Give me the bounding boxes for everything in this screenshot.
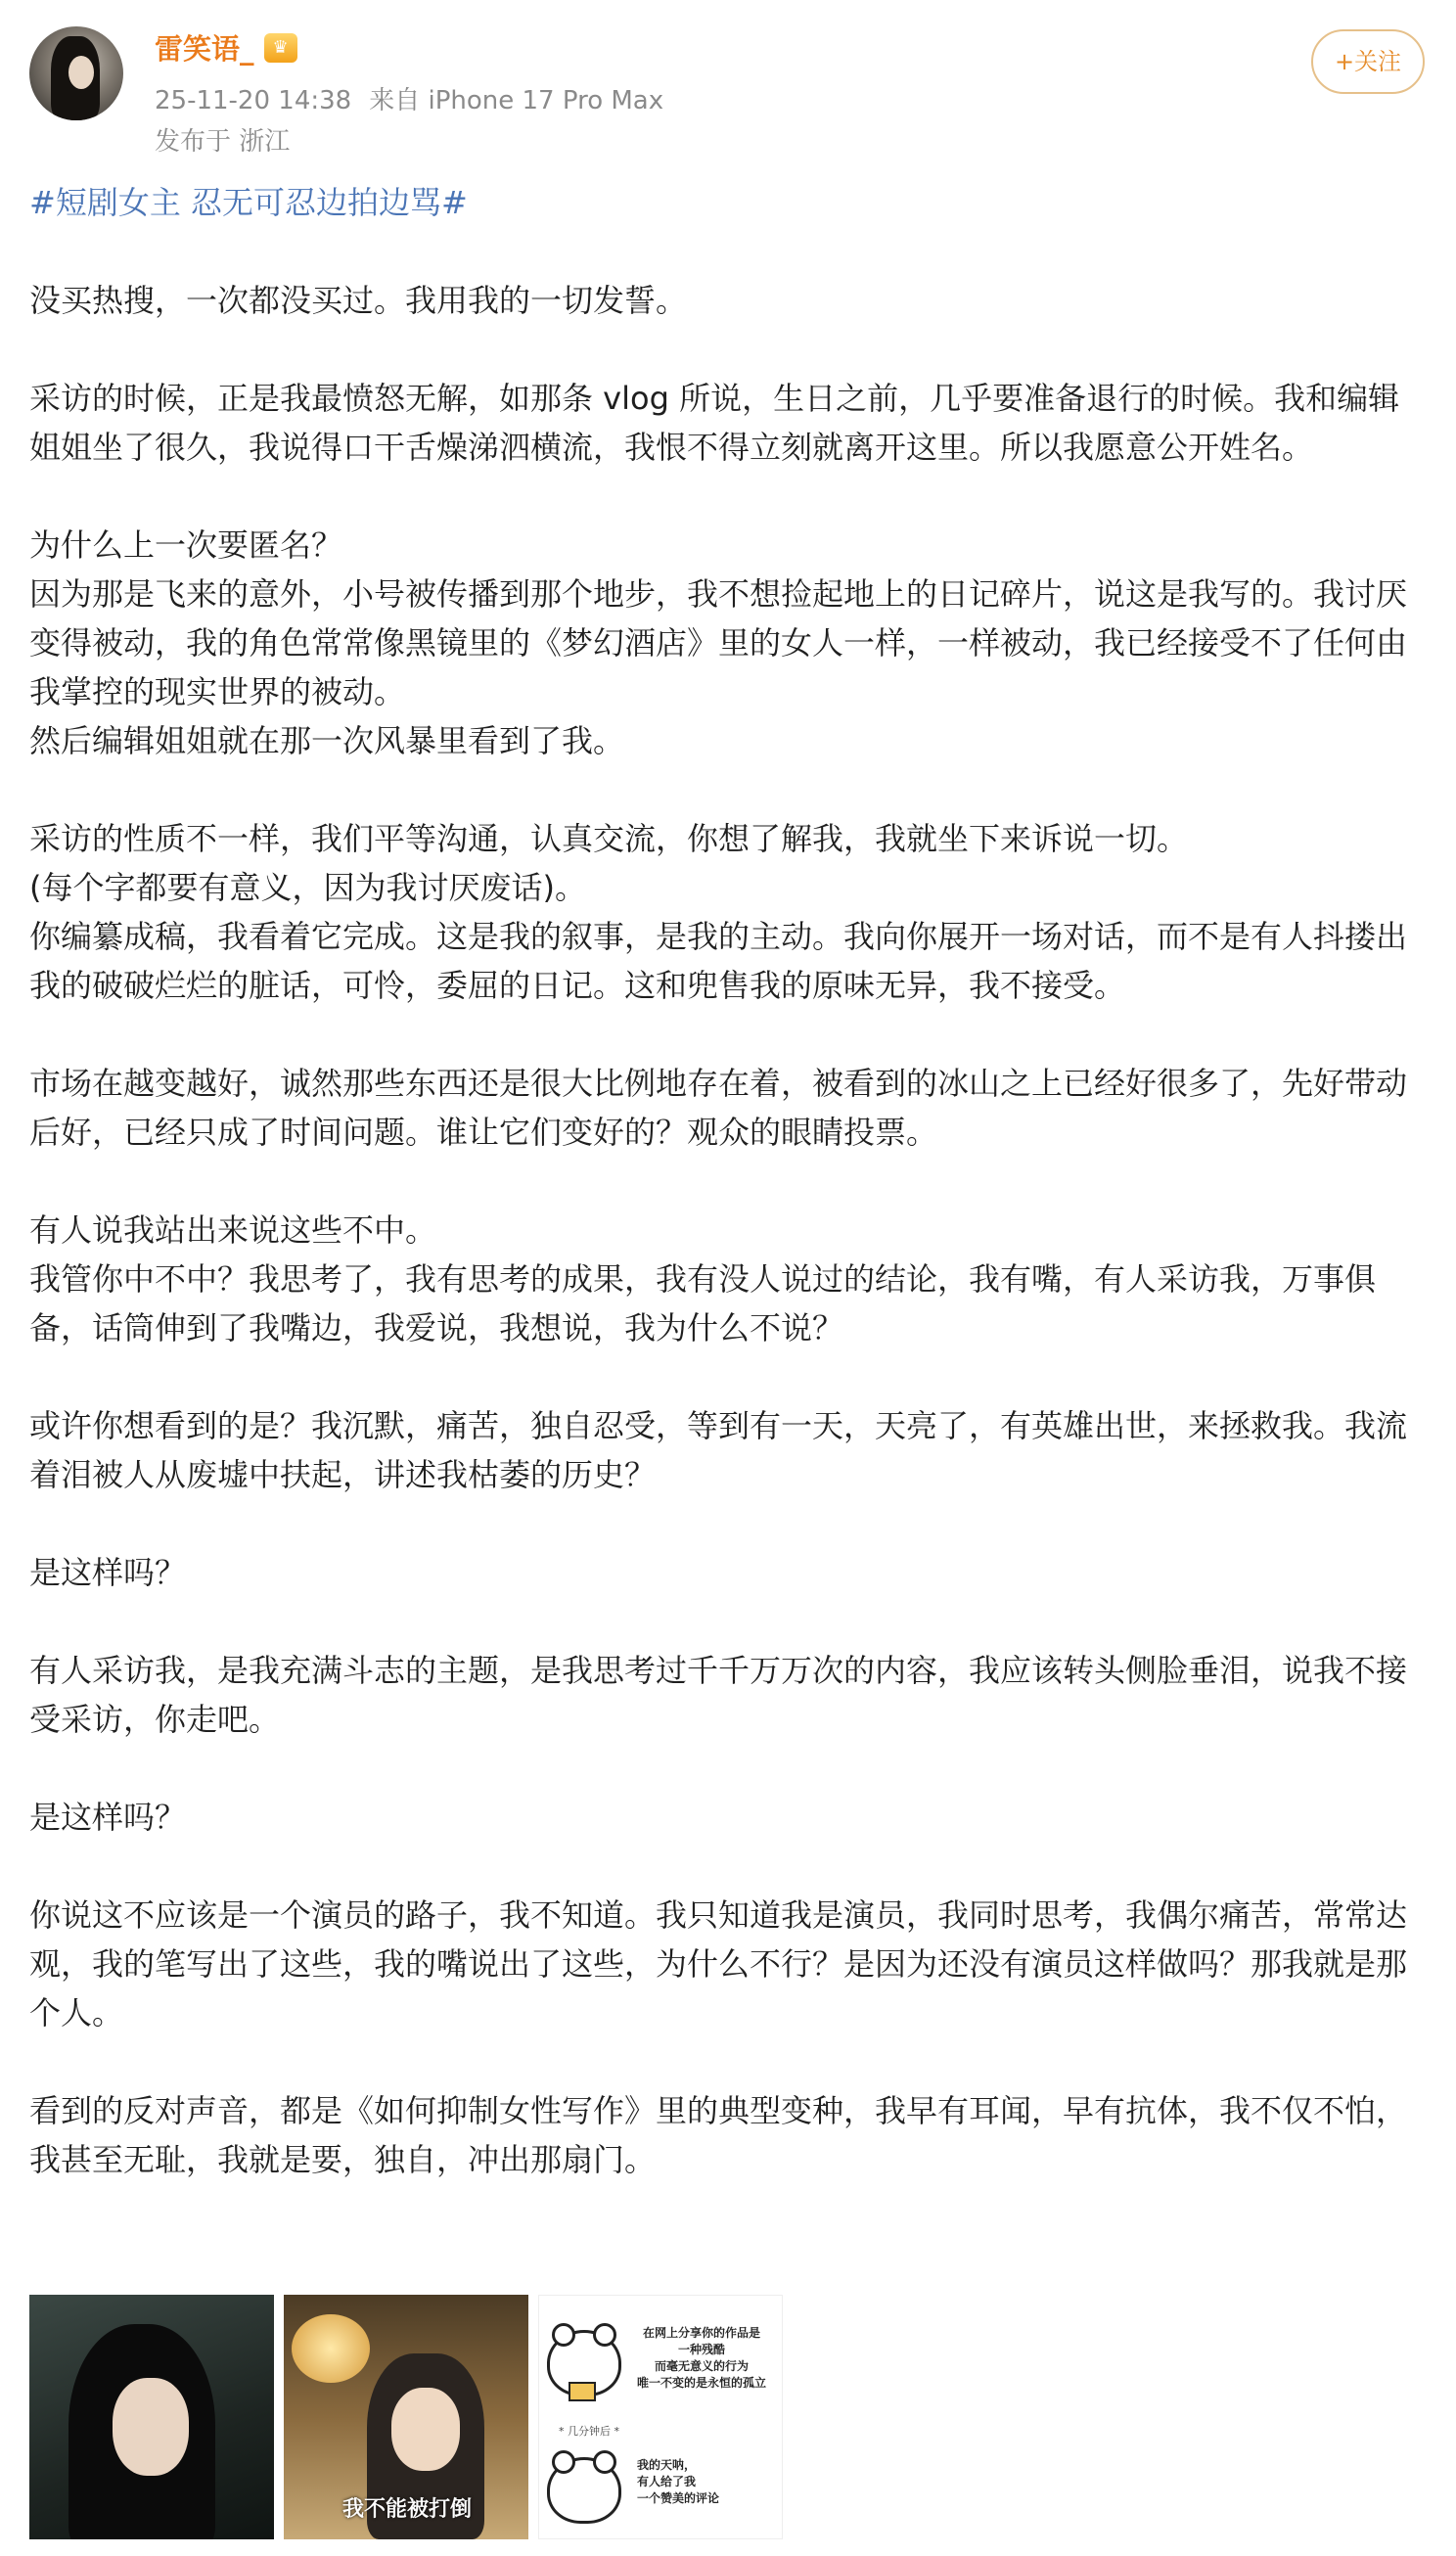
paragraph-11: 你说这不应该是一个演员的路子，我不知道。我只知道我是演员，我同时思考，我偶尔痛苦，常常达观，我的笔写出了这些，我的嘴说出了这些，为什么不行？是因为还没有演员这样做吗？那我就是那个人。: [29, 1896, 1408, 2031]
meme-text-middle: * 几分钟后 *: [559, 2425, 619, 2438]
paragraph-6: 有人说我站出来说这些不中。 我管你中不中？我思考了，我有思考的成果，我有没人说过的结论，我有嘴，有人采访我，万事俱备，话筒伸到了我嘴边，我爱说，我想说，我为什么不说？: [29, 1211, 1377, 1346]
paragraph-10: 是这样吗？: [29, 1799, 187, 1836]
post-source: 来自 iPhone 17 Pro Max: [369, 86, 664, 115]
post-body: [29, 178, 1424, 2233]
image-caption: 我不能被打倒: [342, 2497, 473, 2522]
hashtag-link[interactable]: #短剧女主 忍无可忍边拍边骂#: [29, 184, 468, 221]
image-grid: [29, 2295, 783, 2539]
post-meta: [155, 80, 663, 116]
writing-person-face: [391, 2388, 460, 2471]
avatar-face: [68, 56, 94, 89]
image-thumbnail-meme[interactable]: [538, 2295, 783, 2539]
image-thumbnail-writing[interactable]: [284, 2295, 528, 2539]
paragraph-1: 没买热搜，一次都没买过。我用我的一切发誓。: [29, 282, 688, 319]
follow-button[interactable]: +关注: [1311, 29, 1425, 94]
paragraph-7: 或许你想看到的是？我沉默，痛苦，独自忍受，等到有一天，天亮了，有英雄出世，来拯救我。我流着泪被人从废墟中扶起，讲述我枯萎的历史？: [29, 1407, 1408, 1493]
avatar[interactable]: [29, 26, 123, 120]
post-location: 发布于 浙江: [155, 127, 291, 157]
paragraph-12: 看到的反对声音，都是《如何抑制女性写作》里的典型变种，我早有耳闻，早有抗体，我不仅不怕，我甚至无耻，我就是要，独自，冲出那扇门。: [29, 2092, 1408, 2178]
lamp-icon: [292, 2314, 370, 2383]
paragraph-4: 采访的性质不一样，我们平等沟通，认真交流，你想了解我，我就坐下来诉说一切。 (每个字都要有意义，因为我讨厌废话)。 你编纂成稿，我看着它完成。这是我的叙事，是我的主动。我向你展开一场对话，而不是有人抖搂出我的破破烂烂的脏话，可怜，委屈的日记。这和兜售我的原味无异，我不接受。: [29, 820, 1408, 1004]
paragraph-5: 市场在越变越好，诚然那些东西还是很大比例地存在着，被看到的冰山之上已经好很多了，先好带动后好，已经只成了时间问题。谁让它们变好的？观众的眼睛投票。: [29, 1065, 1408, 1151]
username-row[interactable]: [155, 27, 297, 68]
meme-text-top: 在网上分享你的作品是 一种残酷 而毫无意义的行为 唯一不变的是永恒的孤立: [636, 2326, 766, 2390]
crown-vip-icon: ♛: [264, 33, 297, 63]
paragraph-9: 有人采访我，是我充满斗志的主题，是我思考过千千万万次的内容，我应该转头侧脸垂泪，说我不接受采访，你走吧。: [29, 1652, 1408, 1738]
paragraph-2: 采访的时候，正是我最愤怒无解，如那条 vlog 所说，生日之前，几乎要准备退行的时候。我和编辑姐姐坐了很久，我说得口干舌燥涕泗横流，我恨不得立刻就离开这里。所以我愿意公开姓名。: [29, 380, 1400, 466]
bear-icon-bottom: [547, 2457, 621, 2524]
username[interactable]: 雷笑语_: [155, 32, 254, 66]
portrait-face: [113, 2378, 189, 2476]
paragraph-8: 是这样吗？: [29, 1554, 187, 1591]
image-thumbnail-portrait[interactable]: [29, 2295, 274, 2539]
laptop-icon: [569, 2382, 596, 2401]
paragraph-3: 为什么上一次要匿名？ 因为那是飞来的意外，小号被传播到那个地步，我不想捡起地上的日记碎片，说这是我写的。我讨厌变得被动，我的角色常常像黑镜里的《梦幻酒店》里的女人一样，一样被动，我已经接受不了任何由我掌控的现实世界的被动。 然后编辑姐姐就在那一次风暴里看到了我。: [29, 526, 1408, 759]
meme-text-bottom: 我的天呐， 有人给了我 一个赞美的评论: [637, 2458, 720, 2505]
post-header: [0, 0, 1456, 166]
timestamp: 25-11-20 14:38: [155, 86, 352, 115]
